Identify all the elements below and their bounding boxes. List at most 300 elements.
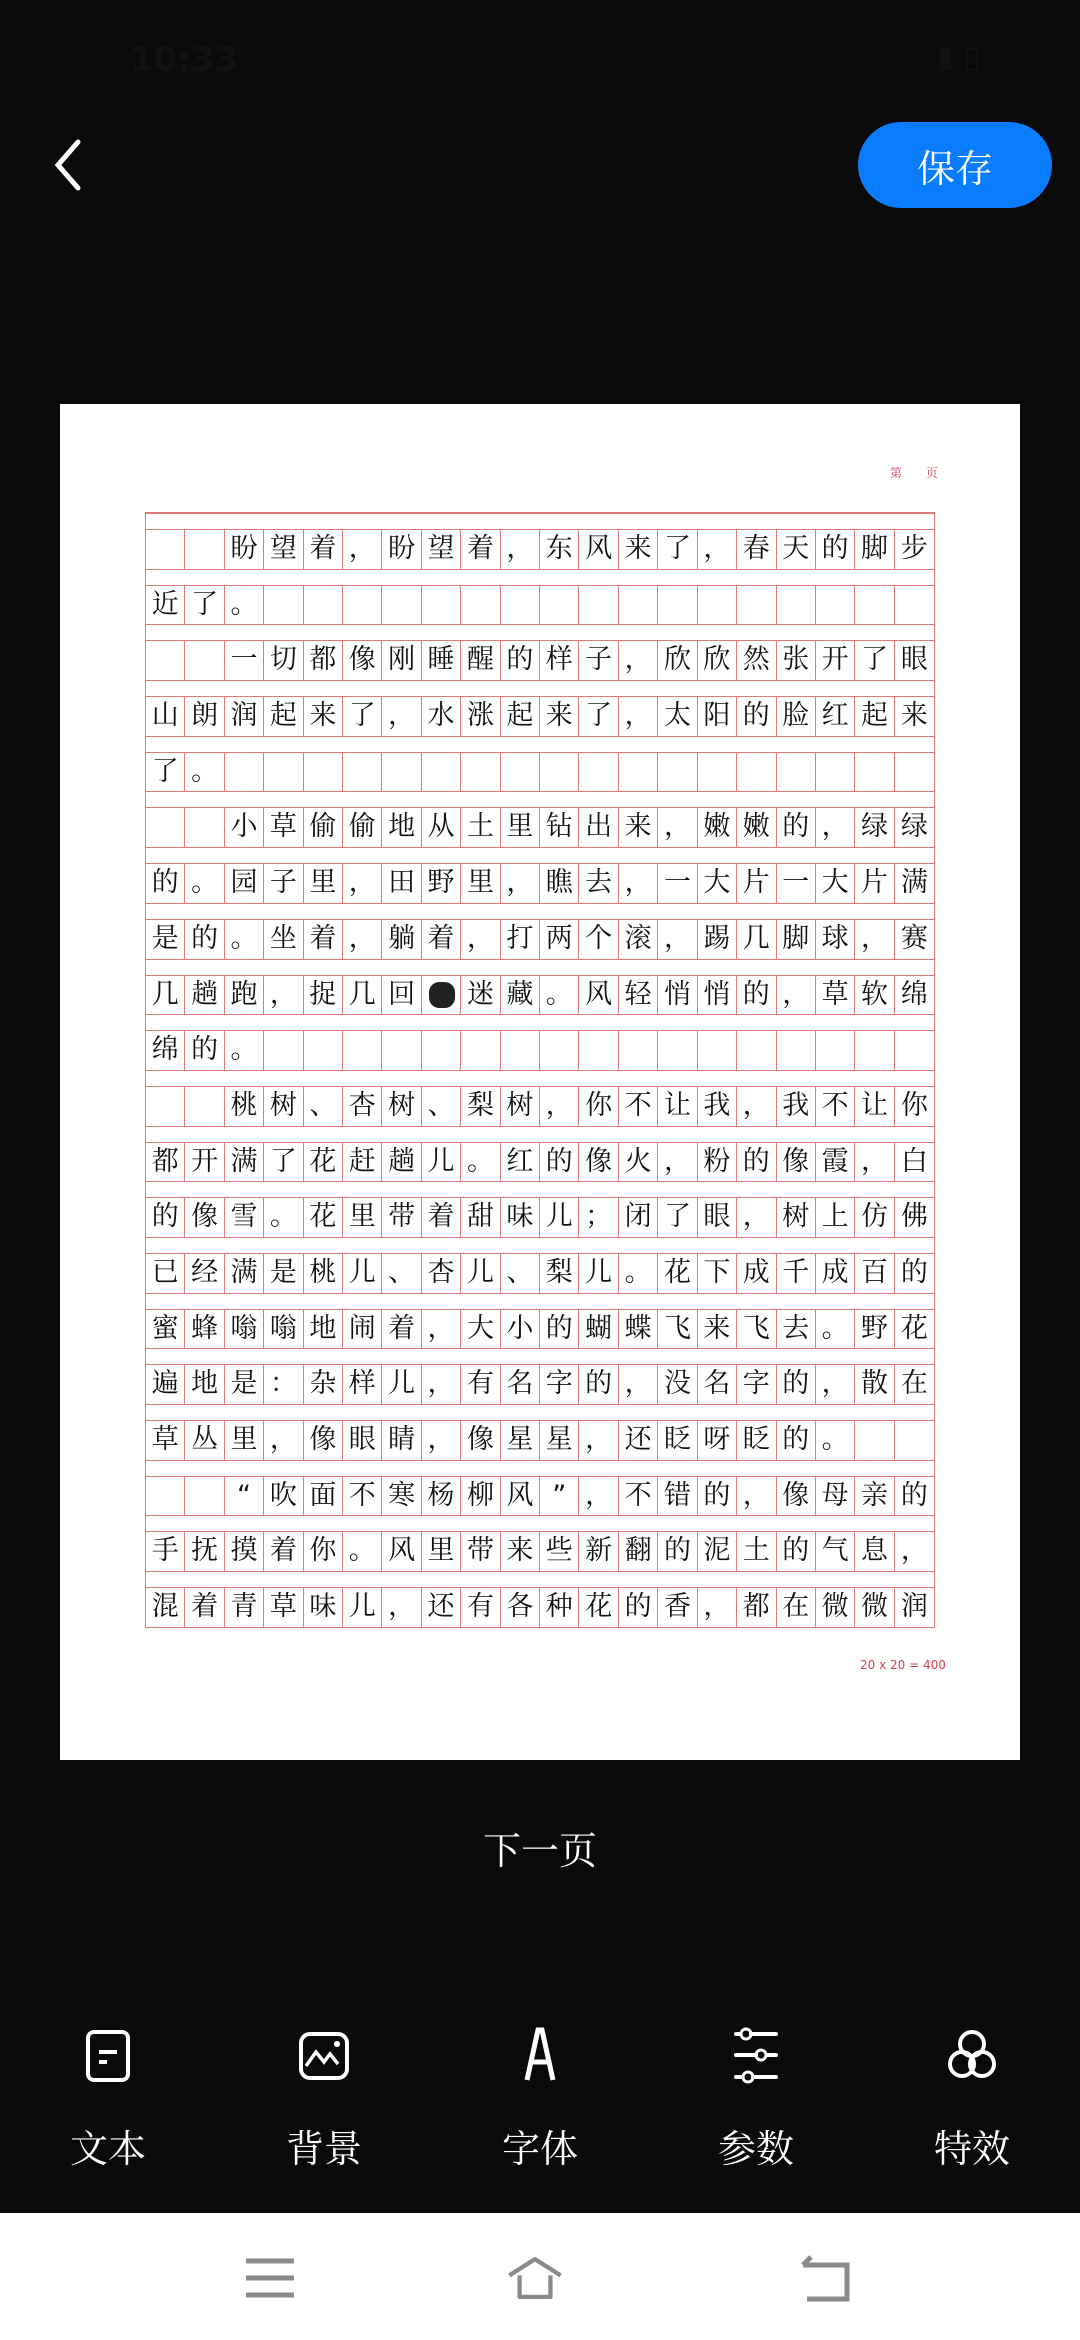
grid-cell: [501, 586, 540, 625]
grid-cell: ，: [264, 1421, 303, 1460]
grid-cell: 满: [900, 867, 928, 899]
grid-row-cells: [146, 1477, 934, 1517]
grid-cell: [304, 586, 343, 625]
grid-row-cells: [146, 1087, 934, 1127]
grid-cell: 微: [816, 1588, 855, 1627]
grid-cell: ，: [382, 1588, 421, 1627]
grid-cell: 眨: [737, 1421, 776, 1460]
grid-cell: 了: [855, 641, 894, 680]
grid-cell: [816, 586, 855, 625]
grid-cell: 脚: [855, 530, 894, 569]
grid-cell: 儿: [343, 1588, 382, 1627]
grid-row-gap: [146, 904, 934, 920]
grid-cell: [185, 641, 224, 680]
grid-cell: 回: [382, 976, 421, 1015]
grid-cell: [146, 808, 185, 847]
grid-cell: 了: [343, 697, 382, 736]
grid-cell: 里: [225, 1421, 264, 1460]
grid-cell: 错: [658, 1477, 697, 1516]
tool-effects-label: 特效: [933, 2127, 1010, 2171]
grid-cell: 望: [264, 530, 303, 569]
grid-cell: 。: [343, 1532, 382, 1571]
grid-cell: 草: [146, 1421, 185, 1460]
grid-cell: 。: [816, 1421, 855, 1460]
grid-cell: 几: [737, 920, 776, 959]
grid-cell: ，: [816, 808, 855, 847]
grid-row-gap: [146, 1461, 934, 1477]
grid-cell: 已: [146, 1254, 185, 1293]
grid-cell: [343, 753, 382, 792]
grid-cell: [146, 530, 185, 569]
grid-cell: 味: [304, 1588, 343, 1627]
grid-row-gap: [146, 514, 934, 530]
grid-cell: 润: [225, 697, 264, 736]
grid-cell: 花: [900, 1312, 928, 1344]
grid-cell: [619, 753, 658, 792]
grid-cell: 东: [540, 530, 579, 569]
grid-cell: 没: [658, 1365, 697, 1404]
grid-cell: 两: [540, 920, 579, 959]
grid-row: [146, 1405, 934, 1461]
grid-cell: 树: [382, 1087, 421, 1126]
grid-cell: [461, 586, 500, 625]
grid-cell: 滚: [619, 920, 658, 959]
grid-row-cells: [146, 1031, 934, 1071]
grid-cell: ，: [501, 864, 540, 903]
grid-cell: ，: [422, 1365, 461, 1404]
grid-cell: 飞: [658, 1310, 697, 1349]
grid-cell: 脚: [777, 920, 816, 959]
grid-cell: [382, 586, 421, 625]
grid-cell: 遍: [146, 1365, 185, 1404]
grid-cell: 土: [737, 1532, 776, 1571]
grid-row-gap: [146, 1572, 934, 1588]
grid-cell: 让: [855, 1087, 894, 1126]
grid-cell: 桃: [304, 1254, 343, 1293]
grid-row-gap: [146, 737, 934, 753]
grid-cell: [540, 1031, 579, 1070]
tool-parameters[interactable]: [648, 2020, 864, 2173]
grid-row-gap: [146, 1182, 934, 1198]
grid-cell: 的: [658, 1532, 697, 1571]
grid-row: [146, 1294, 934, 1350]
chevron-left-icon: [44, 130, 94, 200]
grid-row-gap: [146, 1015, 934, 1031]
grid-cell: 千: [777, 1254, 816, 1293]
grid-cell: [304, 1031, 343, 1070]
grid-cell: 花: [658, 1254, 697, 1293]
grid-cell: 不: [816, 1087, 855, 1126]
grid-cell: [343, 1031, 382, 1070]
grid-cell: 着: [304, 920, 343, 959]
grid-cell: 欣: [658, 641, 697, 680]
grid-cell: 的: [737, 976, 776, 1015]
grid-cell: 打: [501, 920, 540, 959]
tool-text-label: 文本: [69, 2127, 146, 2171]
grid-cell: 霞: [816, 1143, 855, 1182]
grid-cell: [737, 586, 776, 625]
grid-cell: 了: [185, 586, 224, 625]
grid-cell: 下: [698, 1254, 737, 1293]
grid-cell: 花: [304, 1143, 343, 1182]
grid-cell: 了: [146, 753, 185, 792]
grid-cell: 偷: [304, 808, 343, 847]
grid-cell: 的: [540, 1310, 579, 1349]
grid-cell: 儿: [540, 1198, 579, 1237]
grid-cell: 的: [540, 1143, 579, 1182]
grid-cell: 在: [900, 1368, 928, 1400]
grid-cell: ，: [461, 920, 500, 959]
grid-cell: 子: [264, 864, 303, 903]
grid-cell: 满: [225, 1254, 264, 1293]
grid-cell: 轻: [619, 976, 658, 1015]
grid-cell: 树: [777, 1198, 816, 1237]
grid-cell: 来: [501, 1532, 540, 1571]
grid-cell: 野: [855, 1310, 894, 1349]
grid-cell: 坐: [264, 920, 303, 959]
grid-cell: 悄: [658, 976, 697, 1015]
grid-cell: [777, 753, 816, 792]
grid-cell: 像: [777, 1143, 816, 1182]
bottom-toolbar: [0, 2020, 1080, 2173]
grid-cell: 大: [698, 864, 737, 903]
grid-row-cells: [146, 1143, 934, 1183]
grid-cell: 欣: [698, 641, 737, 680]
grid-cell: 。: [540, 976, 579, 1015]
grid-cell: 来: [619, 530, 658, 569]
page-header: 第 页: [890, 466, 948, 480]
grid-cell: 百: [855, 1254, 894, 1293]
grid-cell: ，: [619, 1365, 658, 1404]
grid-cell: 手: [146, 1532, 185, 1571]
grid-cell: 太: [658, 697, 697, 736]
grid-cell: 软: [855, 976, 894, 1015]
grid-cell: 的: [579, 1365, 618, 1404]
grid-row-gap: [146, 1238, 934, 1254]
grid-cell: 还: [422, 1588, 461, 1627]
grid-cell: 有: [461, 1365, 500, 1404]
tool-font-label: 字体: [501, 2127, 578, 2171]
grid-cell: ，: [737, 1198, 776, 1237]
grid-cell: [737, 753, 776, 792]
grid-row-cells: [146, 753, 934, 793]
grid-cell: 嗡: [264, 1310, 303, 1349]
grid-cell: [895, 1031, 934, 1070]
grid-cell: ，: [619, 641, 658, 680]
grid-cell: 吹: [264, 1477, 303, 1516]
grid-cell: 丛: [185, 1421, 224, 1460]
grid-cell: 张: [777, 641, 816, 680]
sliders-icon: [721, 2020, 791, 2090]
grid-cell: 园: [225, 864, 264, 903]
grid-cell: [540, 586, 579, 625]
grid-row: [146, 960, 934, 1016]
grid-cell: 的: [185, 1031, 224, 1070]
grid-cell: ，: [540, 1087, 579, 1126]
grid-cell: ，: [422, 1421, 461, 1460]
grid-cell: [777, 1031, 816, 1070]
grid-cell: 来: [698, 1310, 737, 1349]
grid-row: [146, 848, 934, 904]
grid-cell: [698, 1031, 737, 1070]
grid-cell: 来: [619, 808, 658, 847]
tool-effects[interactable]: [864, 2020, 1080, 2173]
grid-cell: 风: [579, 976, 618, 1015]
grid-cell: ，: [737, 1087, 776, 1126]
grid-cell: 润: [900, 1591, 928, 1623]
back-button[interactable]: [44, 130, 94, 200]
grid-cell: 草: [264, 808, 303, 847]
grid-cell: 香: [658, 1588, 697, 1627]
grid-cell: 盼: [225, 530, 264, 569]
grid-cell: [422, 976, 461, 1015]
grid-cell: 的: [146, 864, 185, 903]
grid-cell: ，: [737, 1477, 776, 1516]
grid-row-cells: [146, 530, 934, 570]
grid-cell: ，: [658, 920, 697, 959]
tool-text[interactable]: [0, 2020, 216, 2173]
grid-cell: 草: [816, 976, 855, 1015]
system-nav-bar: [0, 2213, 1080, 2340]
grid-cell: 风: [579, 530, 618, 569]
save-button[interactable]: 保存: [858, 122, 1052, 208]
grid-cell: 的: [737, 697, 776, 736]
grid-row-cells: [146, 586, 934, 626]
grid-cell: ，: [343, 530, 382, 569]
grid-cell: 来: [304, 697, 343, 736]
grid-row: [146, 1516, 934, 1572]
grid-cell: 成: [737, 1254, 776, 1293]
grid-cell: [855, 1421, 894, 1460]
grid-cell: ，: [658, 1143, 697, 1182]
grid-cell: 水: [422, 697, 461, 736]
grid-cell: 。: [816, 1310, 855, 1349]
grid-cell: [422, 586, 461, 625]
grid-cell: 佛: [900, 1201, 928, 1233]
grid-cell: 了: [579, 697, 618, 736]
grid-cell: [422, 1031, 461, 1070]
grid-cell: 字: [737, 1365, 776, 1404]
grid-cell: 赶: [343, 1143, 382, 1182]
grid-cell: 像: [343, 641, 382, 680]
grid-cell: 迷: [461, 976, 500, 1015]
grid-row-cells: [146, 1365, 934, 1405]
grid-cell: 土: [461, 808, 500, 847]
grid-cell: 都: [146, 1143, 185, 1182]
grid-cell: 嗡: [225, 1310, 264, 1349]
grid-cell: [422, 753, 461, 792]
grid-cell: [461, 753, 500, 792]
grid-cell: 蜜: [146, 1310, 185, 1349]
grid-cell: 大: [461, 1310, 500, 1349]
grid-cell: 阳: [698, 697, 737, 736]
writing-grid: [145, 512, 935, 1628]
grid-cell: 像: [461, 1421, 500, 1460]
grid-cell: 柳: [461, 1477, 500, 1516]
grid-cell: 白: [900, 1145, 928, 1177]
grid-cell: ，: [422, 1310, 461, 1349]
grid-cell: 子: [579, 641, 618, 680]
grid-cell: 有: [461, 1588, 500, 1627]
grid-cell: [264, 586, 303, 625]
grid-cell: 花: [579, 1588, 618, 1627]
grid-cell: ”: [540, 1477, 579, 1516]
grid-cell: 赛: [900, 922, 928, 954]
grid-row-gap: [146, 960, 934, 976]
grid-cell: [540, 753, 579, 792]
grid-row-cells: [146, 920, 934, 960]
grid-cell: ，: [501, 530, 540, 569]
grid-cell: 从: [422, 808, 461, 847]
grid-cell: 蜂: [185, 1310, 224, 1349]
grid-row-cells: [146, 697, 934, 737]
grid-cell: 飞: [737, 1310, 776, 1349]
grid-cell: 睡: [422, 641, 461, 680]
grid-cell: ，: [343, 864, 382, 903]
grid-cell: 甜: [461, 1198, 500, 1237]
grid-row: [146, 514, 934, 570]
grid-cell: 闹: [343, 1310, 382, 1349]
grid-cell: 山: [146, 697, 185, 736]
grid-cell: 让: [658, 1087, 697, 1126]
grid-row-gap: [146, 1127, 934, 1143]
grid-cell: 着: [185, 1588, 224, 1627]
grid-cell: 名: [698, 1365, 737, 1404]
grid-cell: 开: [185, 1143, 224, 1182]
grid-cell: 的: [777, 1532, 816, 1571]
grid-row-cells: [146, 808, 934, 848]
grid-cell: 钻: [540, 808, 579, 847]
grid-cell: ，: [579, 1421, 618, 1460]
grid-cell: 儿: [343, 1254, 382, 1293]
grid-cell: 。: [225, 586, 264, 625]
grid-cell: ，: [579, 1477, 618, 1516]
grid-cell: 天: [777, 530, 816, 569]
grid-cell: 地: [304, 1310, 343, 1349]
ink-blot: [429, 982, 455, 1008]
grid-cell: [855, 753, 894, 792]
grid-cell: ，: [619, 864, 658, 903]
grid-cell: 偷: [343, 808, 382, 847]
grid-cell: 抚: [185, 1532, 224, 1571]
grid-cell: 不: [619, 1087, 658, 1126]
grid-cell: 字: [540, 1365, 579, 1404]
grid-cell: [855, 586, 894, 625]
grid-cell: [579, 753, 618, 792]
grid-cell: 来: [900, 700, 928, 732]
grid-cell: 去: [579, 864, 618, 903]
grid-cell: 母: [816, 1477, 855, 1516]
grid-cell: 、: [422, 1087, 461, 1126]
grid-cell: 满: [225, 1143, 264, 1182]
tool-parameters-label: 参数: [717, 2127, 794, 2171]
grid-cell: 带: [461, 1532, 500, 1571]
grid-cell: 里: [422, 1532, 461, 1571]
grid-cell: [146, 641, 185, 680]
grid-cell: ，: [658, 808, 697, 847]
grid-cell: ；: [579, 1198, 618, 1237]
grid-cell: 睛: [382, 1421, 421, 1460]
grid-cell: 出: [579, 808, 618, 847]
grid-cell: 的: [900, 1479, 928, 1511]
grid-cell: [185, 530, 224, 569]
grid-cell: 儿: [422, 1143, 461, 1182]
grid-cell: 像: [185, 1198, 224, 1237]
grid-cell: 摸: [225, 1532, 264, 1571]
grid-row-gap: [146, 1349, 934, 1365]
grid-cell: 一: [658, 864, 697, 903]
grid-row: [146, 1015, 934, 1071]
grid-cell: 几: [343, 976, 382, 1015]
grid-cell: 仿: [855, 1198, 894, 1237]
grid-cell: 着: [422, 1198, 461, 1237]
back-nav-icon[interactable]: [795, 2253, 855, 2303]
grid-cell: 起: [855, 697, 894, 736]
grid-cell: 地: [382, 808, 421, 847]
grid-cell: 带: [382, 1198, 421, 1237]
grid-cell: 。: [185, 753, 224, 792]
grid-cell: 着: [461, 530, 500, 569]
grid-row-cells: [146, 1254, 934, 1294]
grid-cell: 、: [501, 1254, 540, 1293]
grid-cell: 气: [816, 1532, 855, 1571]
menu-icon[interactable]: [240, 2253, 300, 2303]
grid-cell: 杏: [343, 1087, 382, 1126]
grid-cell: 。: [225, 1031, 264, 1070]
grid-cell: 着: [304, 530, 343, 569]
grid-cell: 是: [264, 1254, 303, 1293]
grid-row-gap: [146, 848, 934, 864]
grid-cell: [185, 1087, 224, 1126]
grid-cell: ，: [264, 976, 303, 1015]
grid-cell: 混: [146, 1588, 185, 1627]
grid-cell: [855, 1031, 894, 1070]
grid-cell: 步: [900, 533, 928, 564]
grid-cell: 绿: [900, 811, 928, 843]
grid-cell: 红: [816, 697, 855, 736]
grid-cell: 眨: [658, 1421, 697, 1460]
next-page-button[interactable]: 下一页: [482, 1829, 597, 1873]
grid-cell: 切: [264, 641, 303, 680]
grid-cell: 。: [461, 1143, 500, 1182]
grid-cell: 小: [225, 808, 264, 847]
grid-cell: ，: [343, 920, 382, 959]
tool-background[interactable]: [216, 2020, 432, 2173]
grid-row-gap: [146, 792, 934, 808]
home-icon[interactable]: [505, 2253, 565, 2303]
grid-cell: [343, 586, 382, 625]
grid-cell: [698, 753, 737, 792]
grid-row: [146, 737, 934, 793]
grid-cell: [698, 586, 737, 625]
grid-cell: [777, 586, 816, 625]
grid-cell: ，: [698, 530, 737, 569]
grid-cell: [501, 1031, 540, 1070]
grid-cell: [382, 1031, 421, 1070]
tool-font[interactable]: [432, 2020, 648, 2173]
grid-cell: 儿: [382, 1365, 421, 1404]
grid-cell: [658, 586, 697, 625]
grid-cell: 。: [619, 1254, 658, 1293]
grid-cell: 起: [501, 697, 540, 736]
grid-row-gap: [146, 1294, 934, 1310]
grid-cell: 的: [146, 1198, 185, 1237]
grid-cell: 青: [225, 1588, 264, 1627]
grid-cell: [382, 753, 421, 792]
grid-cell: 像: [304, 1421, 343, 1460]
grid-cell: 趟: [185, 976, 224, 1015]
grid-row-gap: [146, 625, 934, 641]
